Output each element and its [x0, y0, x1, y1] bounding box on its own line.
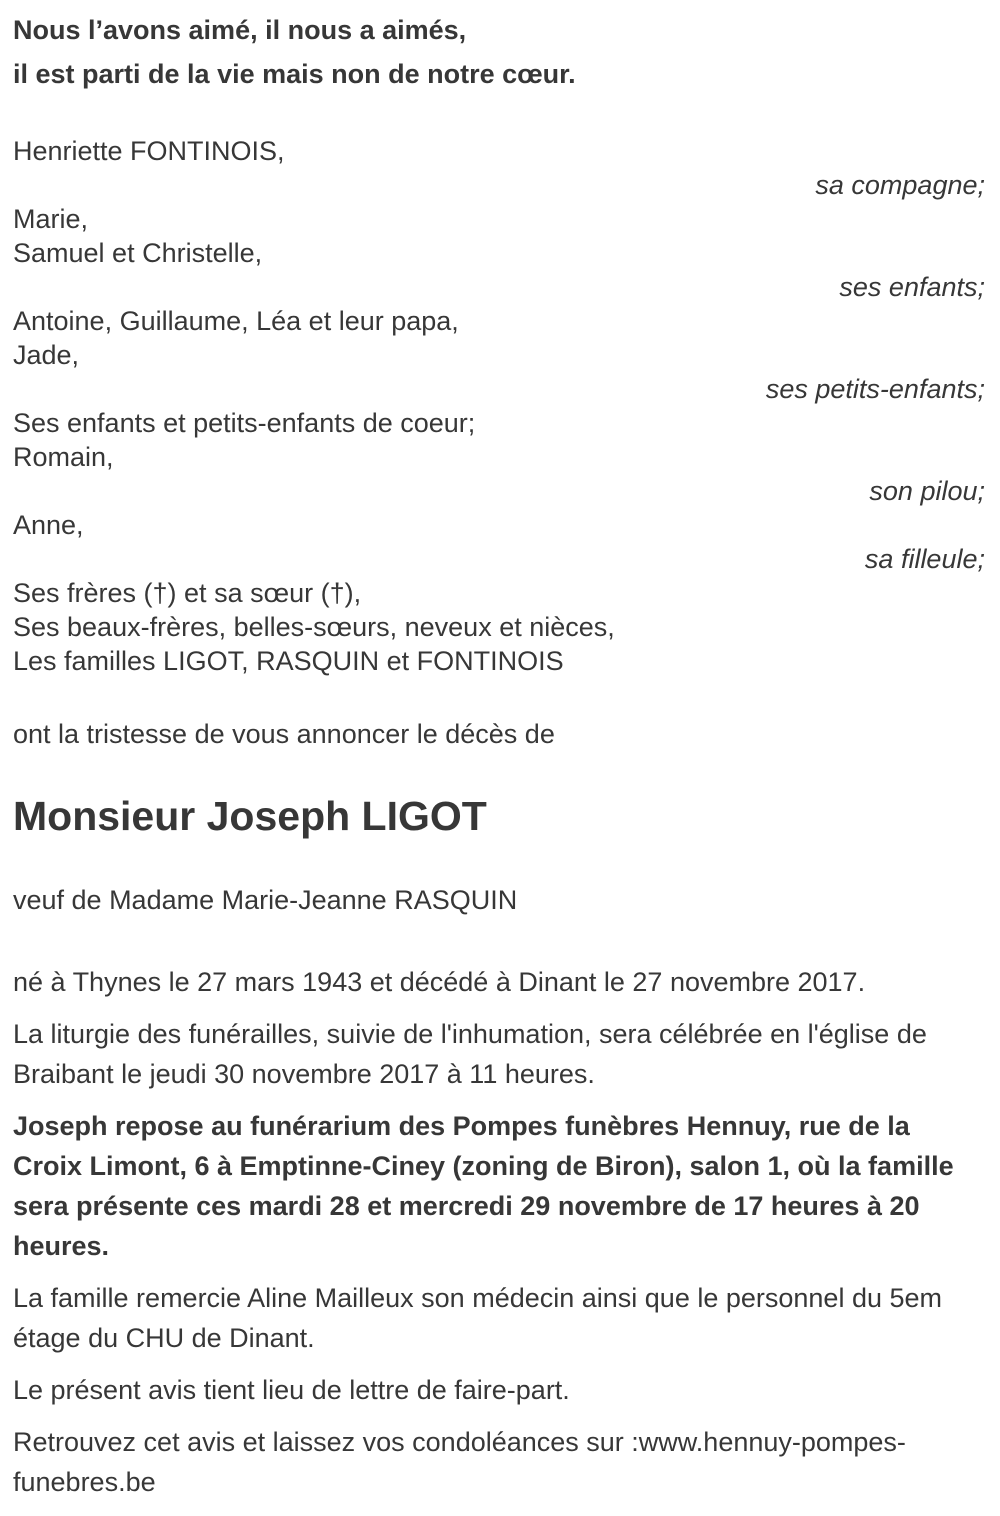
- family-list: [13, 134, 985, 678]
- family-name-line: Ses frères (†) et sa sœur (†),: [13, 578, 362, 608]
- family-name-line: Samuel et Christelle,: [13, 238, 263, 268]
- funeral-liturgy-paragraph: La liturgie des funérailles, suivie de l'inhumation, sera célébrée en l'église de Braibant le jeudi 30 novembre 2017 à 11 heures.: [13, 1019, 927, 1089]
- condolences-url-line: Retrouvez cet avis et laissez vos condoléances sur :www.hennuy-pompes-funebres.be: [13, 1427, 906, 1497]
- funerarium-visit-paragraph: Joseph repose au funérarium des Pompes funèbres Hennuy, rue de la Croix Limont, 6 à Emptinne-Ciney (zoning de Biron), salon 1, où la famille sera présente ces mardi 28 et mercredi 29 novembre de 17 heures à 20 heures.: [13, 1111, 954, 1261]
- family-name-line: Anne,: [13, 510, 84, 540]
- widower-line: veuf de Madame Marie-Jeanne RASQUIN: [13, 885, 518, 915]
- family-name-line: Ses enfants et petits-enfants de coeur;: [13, 408, 476, 438]
- thanks-paragraph: La famille remercie Aline Mailleux son médecin ainsi que le personnel du 5em étage du CHU de Dinant.: [13, 1283, 942, 1353]
- family-name-line: Antoine, Guillaume, Léa et leur papa,: [13, 306, 459, 336]
- family-name-line: Ses beaux-frères, belles-sœurs, neveux et nièces,: [13, 612, 615, 642]
- family-role-label: ses petits-enfants;: [765, 374, 985, 404]
- family-role-label: sa compagne;: [815, 170, 985, 200]
- family-name-line: Romain,: [13, 442, 114, 472]
- family-role-label: son pilou;: [869, 476, 985, 506]
- faire-part-line: Le présent avis tient lieu de lettre de faire-part.: [13, 1375, 570, 1405]
- intro-line: Nous l’avons aimé, il nous a aimés,: [13, 15, 467, 45]
- family-role-label: ses enfants;: [839, 272, 985, 302]
- deceased-name-heading: Monsieur Joseph LIGOT: [13, 793, 487, 839]
- announcement-text: ont la tristesse de vous annoncer le décès de: [13, 719, 555, 749]
- family-role-label: sa filleule;: [864, 544, 985, 574]
- family-name-line: Marie,: [13, 204, 89, 234]
- family-name-line: Henriette FONTINOIS,: [13, 136, 285, 166]
- family-name-line: Les familles LIGOT, RASQUIN et FONTINOIS: [13, 646, 564, 676]
- birth-death-line: né à Thynes le 27 mars 1943 et décédé à Dinant le 27 novembre 2017.: [13, 967, 866, 997]
- intro-epitaph: [13, 8, 985, 96]
- intro-line: il est parti de la vie mais non de notre cœur.: [13, 59, 576, 89]
- family-name-line: Jade,: [13, 340, 80, 370]
- notice-details: [13, 962, 985, 1502]
